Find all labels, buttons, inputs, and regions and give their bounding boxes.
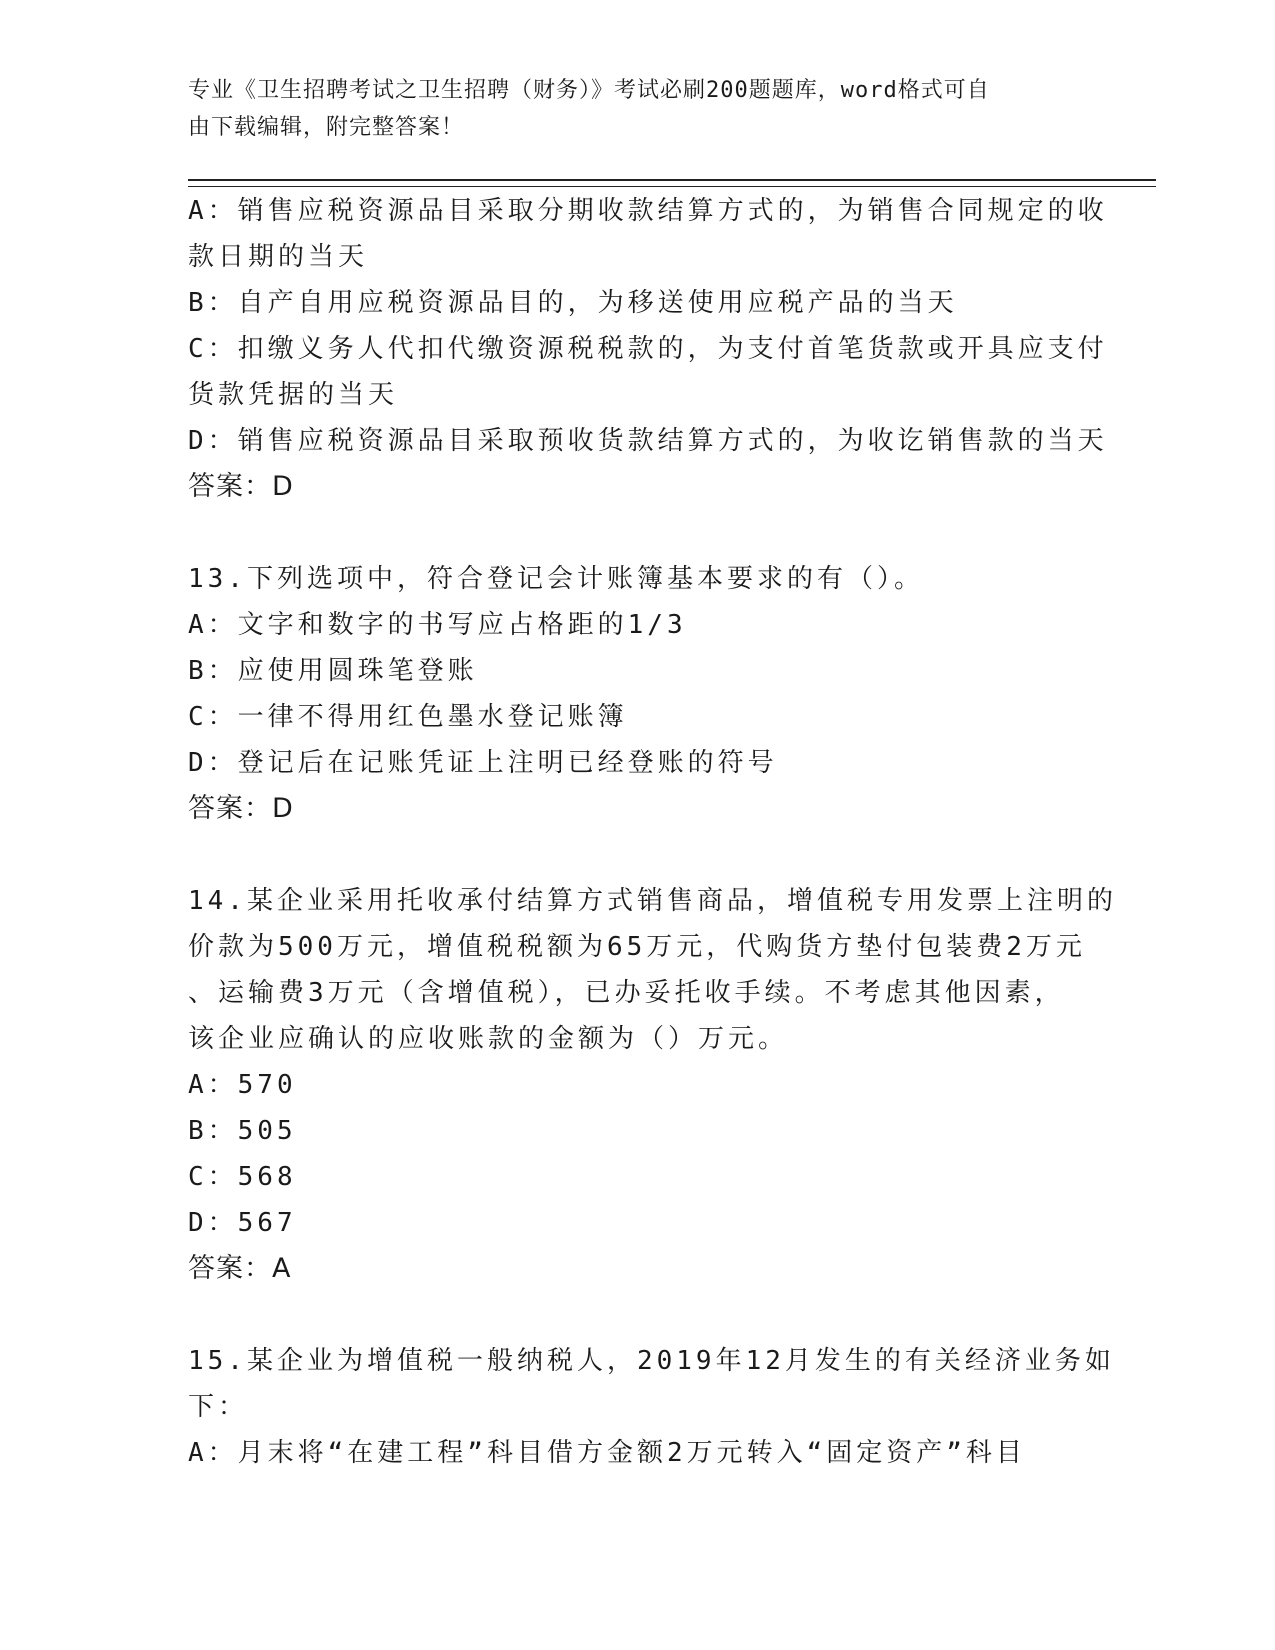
spacer [188, 510, 1088, 556]
header-divider-thin [188, 186, 1156, 187]
option-a: A：文字和数字的书写应占格距的1/3 [188, 610, 687, 640]
question-12-block [188, 188, 1108, 510]
answer: 答案：D [188, 793, 294, 824]
option-c-line-1: C：扣缴义务人代扣代缴资源税税款的，为支付首笔货款或开具应支付 [188, 334, 1108, 364]
option-c: C：568 [188, 1162, 297, 1192]
answer: 答案：A [188, 1253, 292, 1284]
question-stem-line-2: 价款为500万元，增值税税额为65万元，代购货方垫付包装费2万元 [188, 932, 1086, 962]
option-b: B：505 [188, 1116, 297, 1146]
header-divider-thick [188, 179, 1156, 181]
question-stem-line-3: 、运输费3万元（含增值税），已办妥托收手续。不考虑其他因素， [188, 978, 1065, 1008]
question-14-block [188, 878, 1117, 1292]
option-a: A：570 [188, 1070, 297, 1100]
question-stem: 13.下列选项中，符合登记会计账簿基本要求的有（）。 [188, 564, 924, 594]
question-13-block [188, 556, 1088, 832]
question-stem-line-1: 14.某企业采用托收承付结算方式销售商品，增值税专用发票上注明的 [188, 886, 1117, 916]
answer: 答案：D [188, 471, 294, 502]
spacer [188, 1292, 1088, 1338]
option-b: B：应使用圆珠笔登账 [188, 656, 478, 686]
option-b: B：自产自用应税资源品目的，为移送使用应税产品的当天 [188, 288, 958, 318]
option-c: C：一律不得用红色墨水登记账簿 [188, 702, 628, 732]
option-d: D：登记后在记账凭证上注明已经登账的符号 [188, 748, 778, 778]
question-stem-line-2: 下： [188, 1392, 249, 1422]
option-a-line-1: A：销售应税资源品目采取分期收款结算方式的，为销售合同规定的收 [188, 196, 1108, 226]
option-d: D：销售应税资源品目采取预收货款结算方式的，为收讫销售款的当天 [188, 426, 1108, 456]
document-body [188, 188, 1117, 1476]
option-a-line-2: 款日期的当天 [188, 242, 369, 272]
question-15-block [188, 1338, 1115, 1476]
spacer [188, 832, 1088, 878]
question-stem-line-1: 15.某企业为增值税一般纳税人，2019年12月发生的有关经济业务如 [188, 1346, 1115, 1376]
option-c-line-2: 货款凭据的当天 [188, 380, 399, 410]
document-header [188, 72, 1088, 146]
option-d: D：567 [188, 1208, 297, 1238]
option-a: A：月末将“在建工程”科目借方金额2万元转入“固定资产”科目 [188, 1438, 1026, 1468]
question-stem-line-4: 该企业应确认的应收账款的金额为（）万元。 [188, 1024, 789, 1054]
header-line-1: 专业《卫生招聘考试之卫生招聘（财务）》考试必刷200题题库，word格式可自 [188, 78, 990, 103]
header-line-2: 由下载编辑，附完整答案！ [188, 115, 465, 140]
